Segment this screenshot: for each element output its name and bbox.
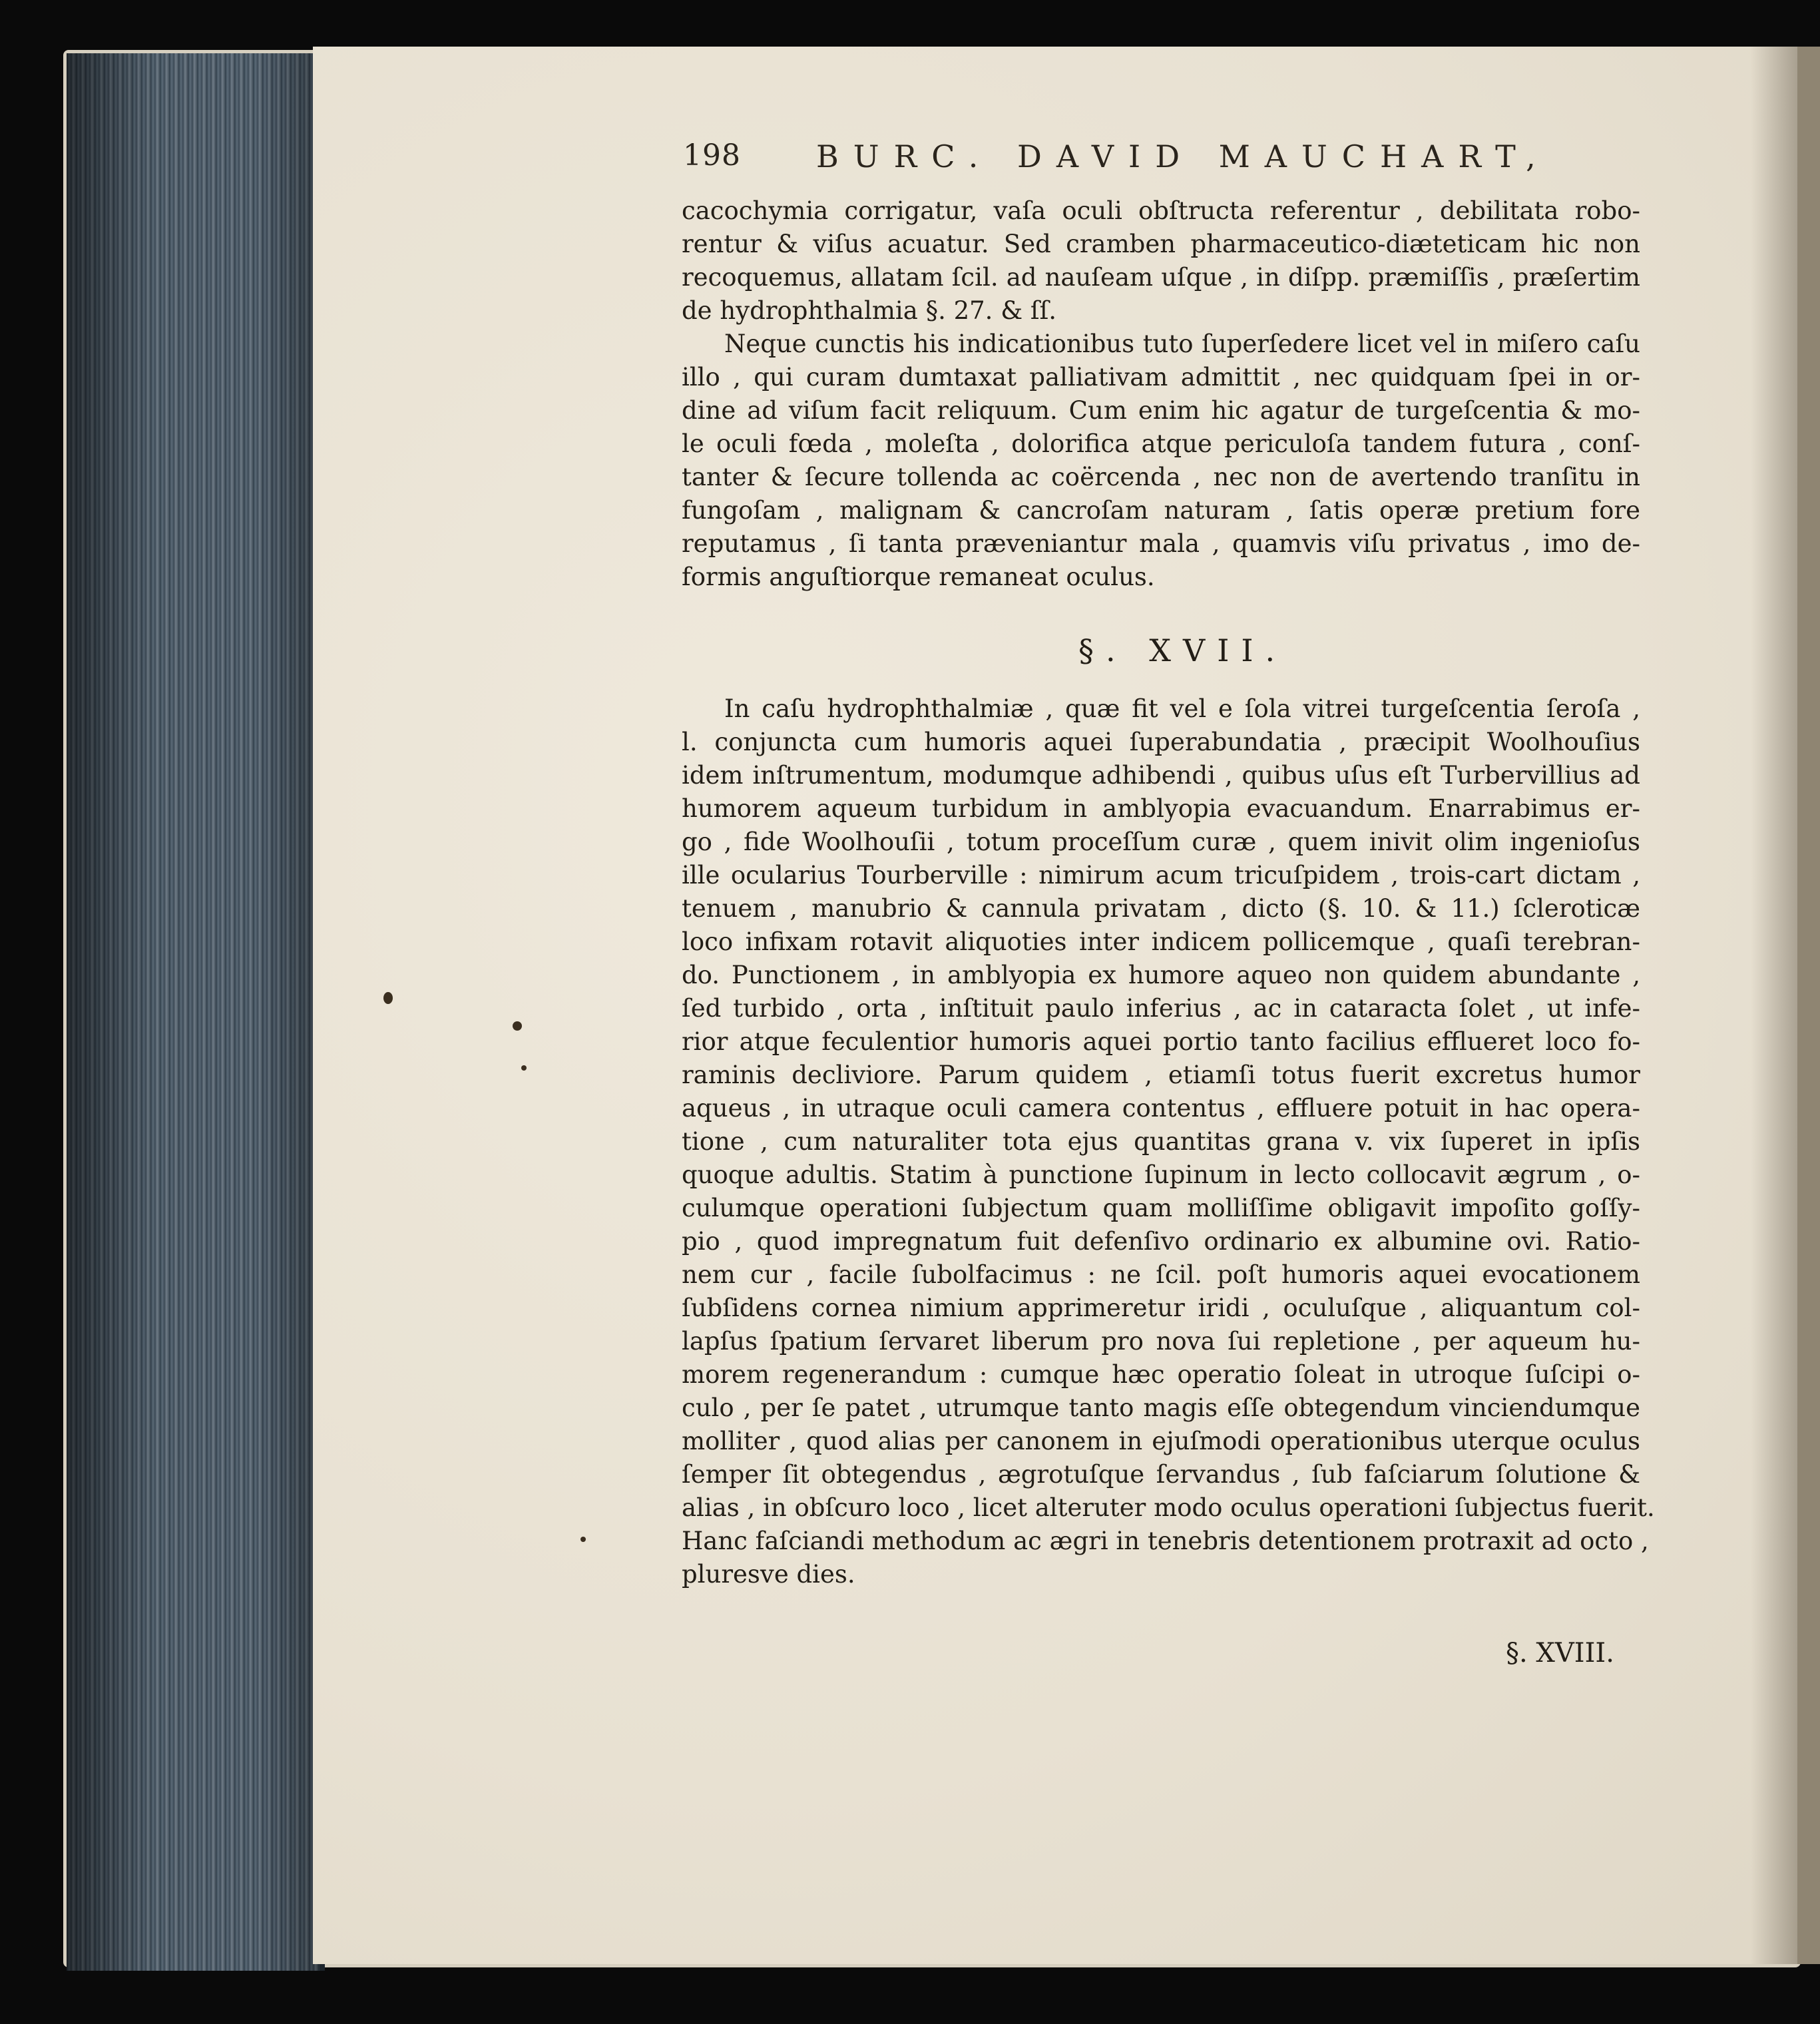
text-line: ſubſidens cornea nimium apprimeretur iridi , oculuſque , aliquantum col-: [682, 1294, 1640, 1322]
text-line: tanter & ſecure tollenda ac coërcenda , nec non de avertendo tranſitu in: [682, 463, 1640, 491]
text-line: cacochymia corrigatur, vaſa oculi obſtructa referentur , debilitata robo-: [682, 196, 1640, 225]
text-line: culo , per ſe patet , utrumque tanto magis eſſe obtegendum vinciendumque: [682, 1393, 1640, 1422]
text-line: lapſus ſpatium ſervaret liberum pro nova ſui repletione , per aqueum hu-: [682, 1327, 1640, 1356]
text-line: go , fide Woolhouſii , totum proceſſum curæ , quem inivit olim ingenioſus: [682, 828, 1640, 856]
text-line: alias , in obſcuro loco , licet alteruter modo oculus operationi ſubjectus fuerit.: [682, 1493, 1655, 1522]
fore-edge-shadow: [67, 53, 320, 1971]
paragraph: [682, 328, 1640, 594]
paper-speck: [513, 1021, 522, 1031]
text-line: dine ad viſum facit reliquum. Cum enim hic agatur de turgeſcentia & mo-: [682, 396, 1640, 425]
text-line: quoque adultis. Statim à punctione ſupinum in lecto collocavit ægrum , o-: [682, 1160, 1640, 1189]
text-line: ſemper ſit obtegendus , ægrotuſque ſervandus , ſub faſciarum ſolutione &: [682, 1460, 1640, 1489]
text-line: illo , qui curam dumtaxat palliativam admittit , nec quidquam ſpei in or-: [682, 363, 1640, 391]
text-line: nem cur , facile ſubolfacimus : ne ſcil. poſt humoris aquei evocationem: [682, 1260, 1640, 1289]
paper-speck: [521, 1065, 527, 1071]
text-block-bottom: [682, 692, 1655, 1591]
page-gutter-shadow: [1751, 47, 1797, 1964]
text-line: do. Punctionem , in amblyopia ex humore aqueo non quidem abundante ,: [682, 961, 1640, 989]
text-line: idem inſtrumentum, modumque adhibendi , quibus uſus eſt Turbervillius ad: [682, 761, 1640, 790]
text-line: rentur & viſus acuatur. Sed cramben pharmaceutico-diæteticam hic non: [682, 230, 1640, 258]
page-number: 198: [683, 138, 741, 172]
text-line: tenuem , manubrio & cannula privatam , dicto (§. 10. & 11.) ſcleroticæ: [682, 894, 1640, 923]
text-line: l. conjuncta cum humoris aquei ſuperabundatia , præcipit Woolhouſius: [682, 728, 1640, 756]
text-line: de hydrophthalmia §. 27. & ſſ.: [682, 296, 1057, 325]
catchword: §. XVIII.: [1506, 1638, 1614, 1668]
text-line: loco infixam rotavit aliquoties inter indicem pollicemque , quaſi terebran-: [682, 927, 1640, 956]
text-line: pio , quod impregnatum fuit defenſivo ordinario ex albumine ovi. Ratio-: [682, 1227, 1640, 1256]
text-line: rior atque feculentior humoris aquei portio tanto facilius efflueret loco fo-: [682, 1027, 1640, 1056]
paper-speck: [383, 992, 393, 1004]
paragraph: [682, 194, 1640, 328]
text-line: fungoſam , malignam & cancroſam naturam , ſatis operæ pretium fore: [682, 496, 1640, 525]
text-line: ille ocularius Tourberville : nimirum acum tricuſpidem , trois-cart dictam ,: [682, 861, 1640, 889]
text-line: pluresve dies.: [682, 1560, 855, 1589]
paper-speck: [580, 1537, 586, 1542]
page-header: [683, 138, 1550, 185]
text-line: recoquemus, allatam ſcil. ad nauſeam uſque , in diſpp. præmiſſis , præſertim: [682, 263, 1640, 292]
text-line: Hanc faſciandi methodum ac ægri in tenebris detentionem protraxit ad octo ,: [682, 1527, 1649, 1555]
facing-page-edge: [1797, 47, 1820, 1964]
text-line: Neque cunctis his indicationibus tuto ſuperſedere licet vel in miſero caſu: [724, 330, 1640, 358]
text-line: humorem aqueum turbidum in amblyopia evacuandum. Enarrabimus er-: [682, 794, 1640, 823]
text-line: reputamus , ſi tanta præveniantur mala , quamvis viſu privatus , imo de-: [682, 529, 1640, 558]
text-line: In caſu hydrophthalmiæ , quæ fit vel e ſola vitrei turgeſcentia ſeroſa ,: [724, 694, 1640, 723]
section-heading: §. XVII.: [1078, 632, 1287, 668]
text-line: tione , cum naturaliter tota ejus quantitas grana v. vix ſuperet in ipſis: [682, 1127, 1640, 1156]
text-line: le oculi fœda , moleſta , dolorifica atque periculoſa tandem futura , conſ-: [682, 429, 1640, 458]
running-head: BURC. DAVID MAUCHART,: [816, 138, 1550, 174]
text-line: morem regenerandum : cumque hæc operatio ſoleat in utroque ſuſcipi o-: [682, 1360, 1640, 1389]
text-line: formis anguſtiorque remaneat oculus.: [682, 563, 1155, 591]
text-line: culumque operationi ſubjectum quam molliſſime obligavit impoſito goſſy-: [682, 1194, 1640, 1222]
text-block-top: [682, 194, 1640, 594]
text-line: raminis decliviore. Parum quidem , etiamſi totus fuerit excretus humor: [682, 1061, 1640, 1089]
text-line: ſed turbido , orta , inſtituit paulo inferius , ac in cataracta ſolet , ut infe-: [682, 994, 1640, 1023]
text-line: molliter , quod alias per canonem in ejuſmodi operationibus uterque oculus: [682, 1427, 1640, 1455]
text-line: aqueus , in utraque oculi camera contentus , effluere potuit in hac opera-: [682, 1094, 1640, 1123]
